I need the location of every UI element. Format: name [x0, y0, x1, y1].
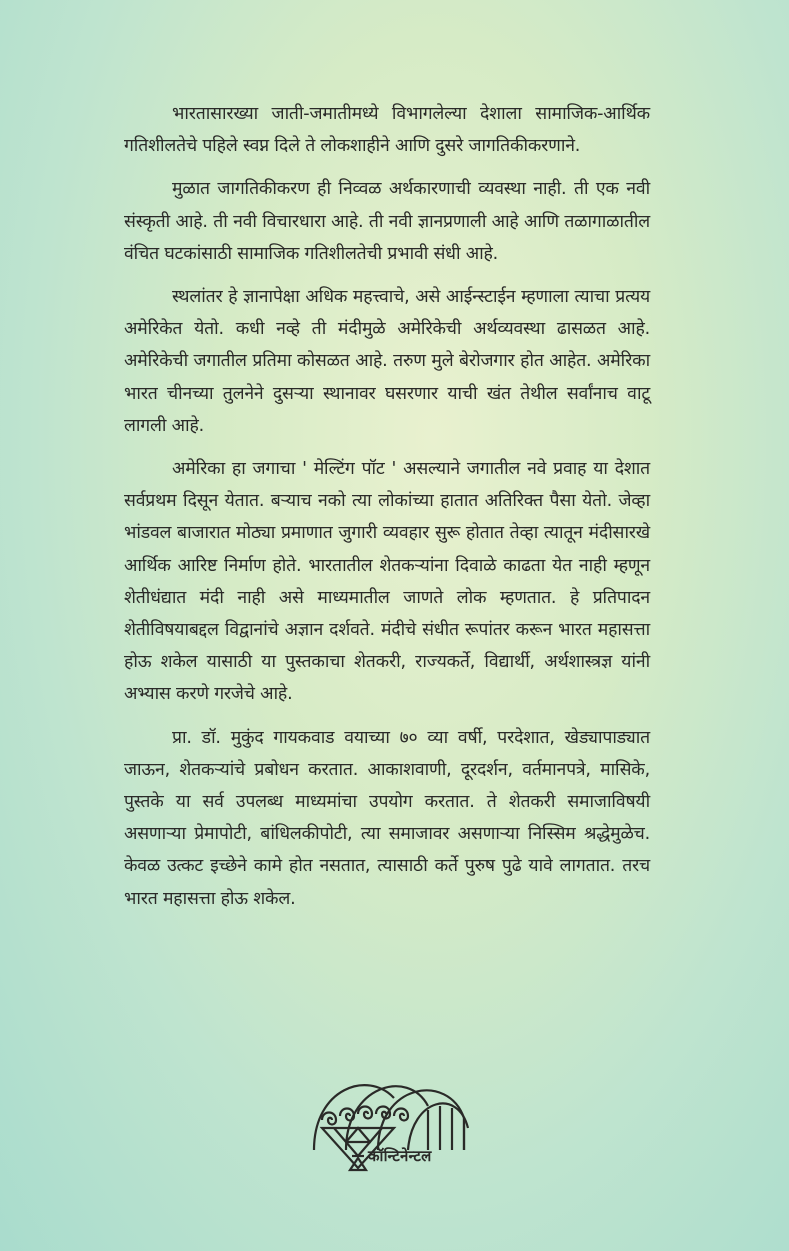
paragraph-2: मुळात जागतिकीकरण ही निव्वळ अर्थकारणाची व्यवस्था नाही. ती एक नवी संस्कृती आहे. ती नवी विचारधारा आहे. ती नवी ज्ञानप्रणाली आहे आणि तळागाळातील वंचित घटकांसाठी सामाजिक गतिशीलतेची प्रभावी संधी आहे. — [124, 179, 650, 264]
paragraph-5: प्रा. डॉ. मुकुंद गायकवाड वयाच्या ७० व्या वर्षी, परदेशात, खेड्यापाड्यात जाऊन, शेतकऱ्यांचे प्रबोधन करतात. आकाशवाणी, दूरदर्शन, वर्तमानपत्रे, मासिके, पुस्तके या सर्व उपलब्ध माध्यमांचा उपयोग करतात. ते शेतकरी समाजाविषयी असणाऱ्या प्रेमापोटी, बांधिलकीपोटी, त्या समाजावर असणाऱ्या निस्सिम श्रद्धेमुळेच. केवळ उत्कट इच्छेने कामे होत नसतात, त्यासाठी कर्ते पुरुष पुढे यावे लागतात. तरच भारत महासत्ता होऊ शकेल. — [124, 727, 650, 909]
paragraph-1: भारतासारख्या जाती-जमातीमध्ये विभागलेल्या देशाला सामाजिक-आर्थिक गतिशीलतेचे पहिले स्वप्न दिले ते लोकशाहीने आणि दुसरे जागतिकीकरणाने. — [124, 104, 650, 157]
blurb-text — [124, 98, 650, 926]
paragraph-3: स्थलांतर हे ज्ञानापेक्षा अधिक महत्त्वाचे, असे आईन्स्टाईन म्हणाला त्याचा प्रत्यय अमेरिकेत येतो. कधी नव्हे ती मंदीमुळे अमेरिकेची अर्थव्यवस्था ढासळत आहे. अमेरिकेची जगातील प्रतिमा कोसळत आहे. तरुण मुले बेरोजगार होत आहेत. अमेरिका भारत चीनच्या तुलनेने दुसऱ्या स्थानावर घसरणार याची खंत तेथील सर्वांनाच वाटू लागली आहे. — [124, 287, 650, 436]
publisher-name: कॉन्टिनेन्टल — [368, 1147, 432, 1165]
paragraph-4: अमेरिका हा जगाचा ' मेल्टिंग पॉट ' असल्याने जगातील नवे प्रवाह या देशात सर्वप्रथम दिसून येतात. बऱ्याच नको त्या लोकांच्या हातात अतिरिक्त पैसा येतो. जेव्हा भांडवल बाजारात मोठ्या प्रमाणात जुगारी व्यवहार सुरू होतात तेव्हा त्यातून मंदीसारखे आर्थिक आरिष्ट निर्माण होते. भारतातील शेतकऱ्यांना दिवाळे काढता येत नाही म्हणून शेतीधंद्यात मंदी नाही असे माध्यमातील जाणते लोक म्हणतात. हे प्रतिपादन शेतीविषयाबद्दल विद्वानांचे अज्ञान दर्शवते. मंदीचे संधीत रूपांतर करून भारत महासत्ता होऊ शकेल यासाठी या पुस्तकाचा शेतकरी, राज्यकर्ते, विद्यार्थी, अर्थशास्त्रज्ञ यांनी अभ्यास करणे गरजेचे आहे. — [124, 459, 650, 705]
